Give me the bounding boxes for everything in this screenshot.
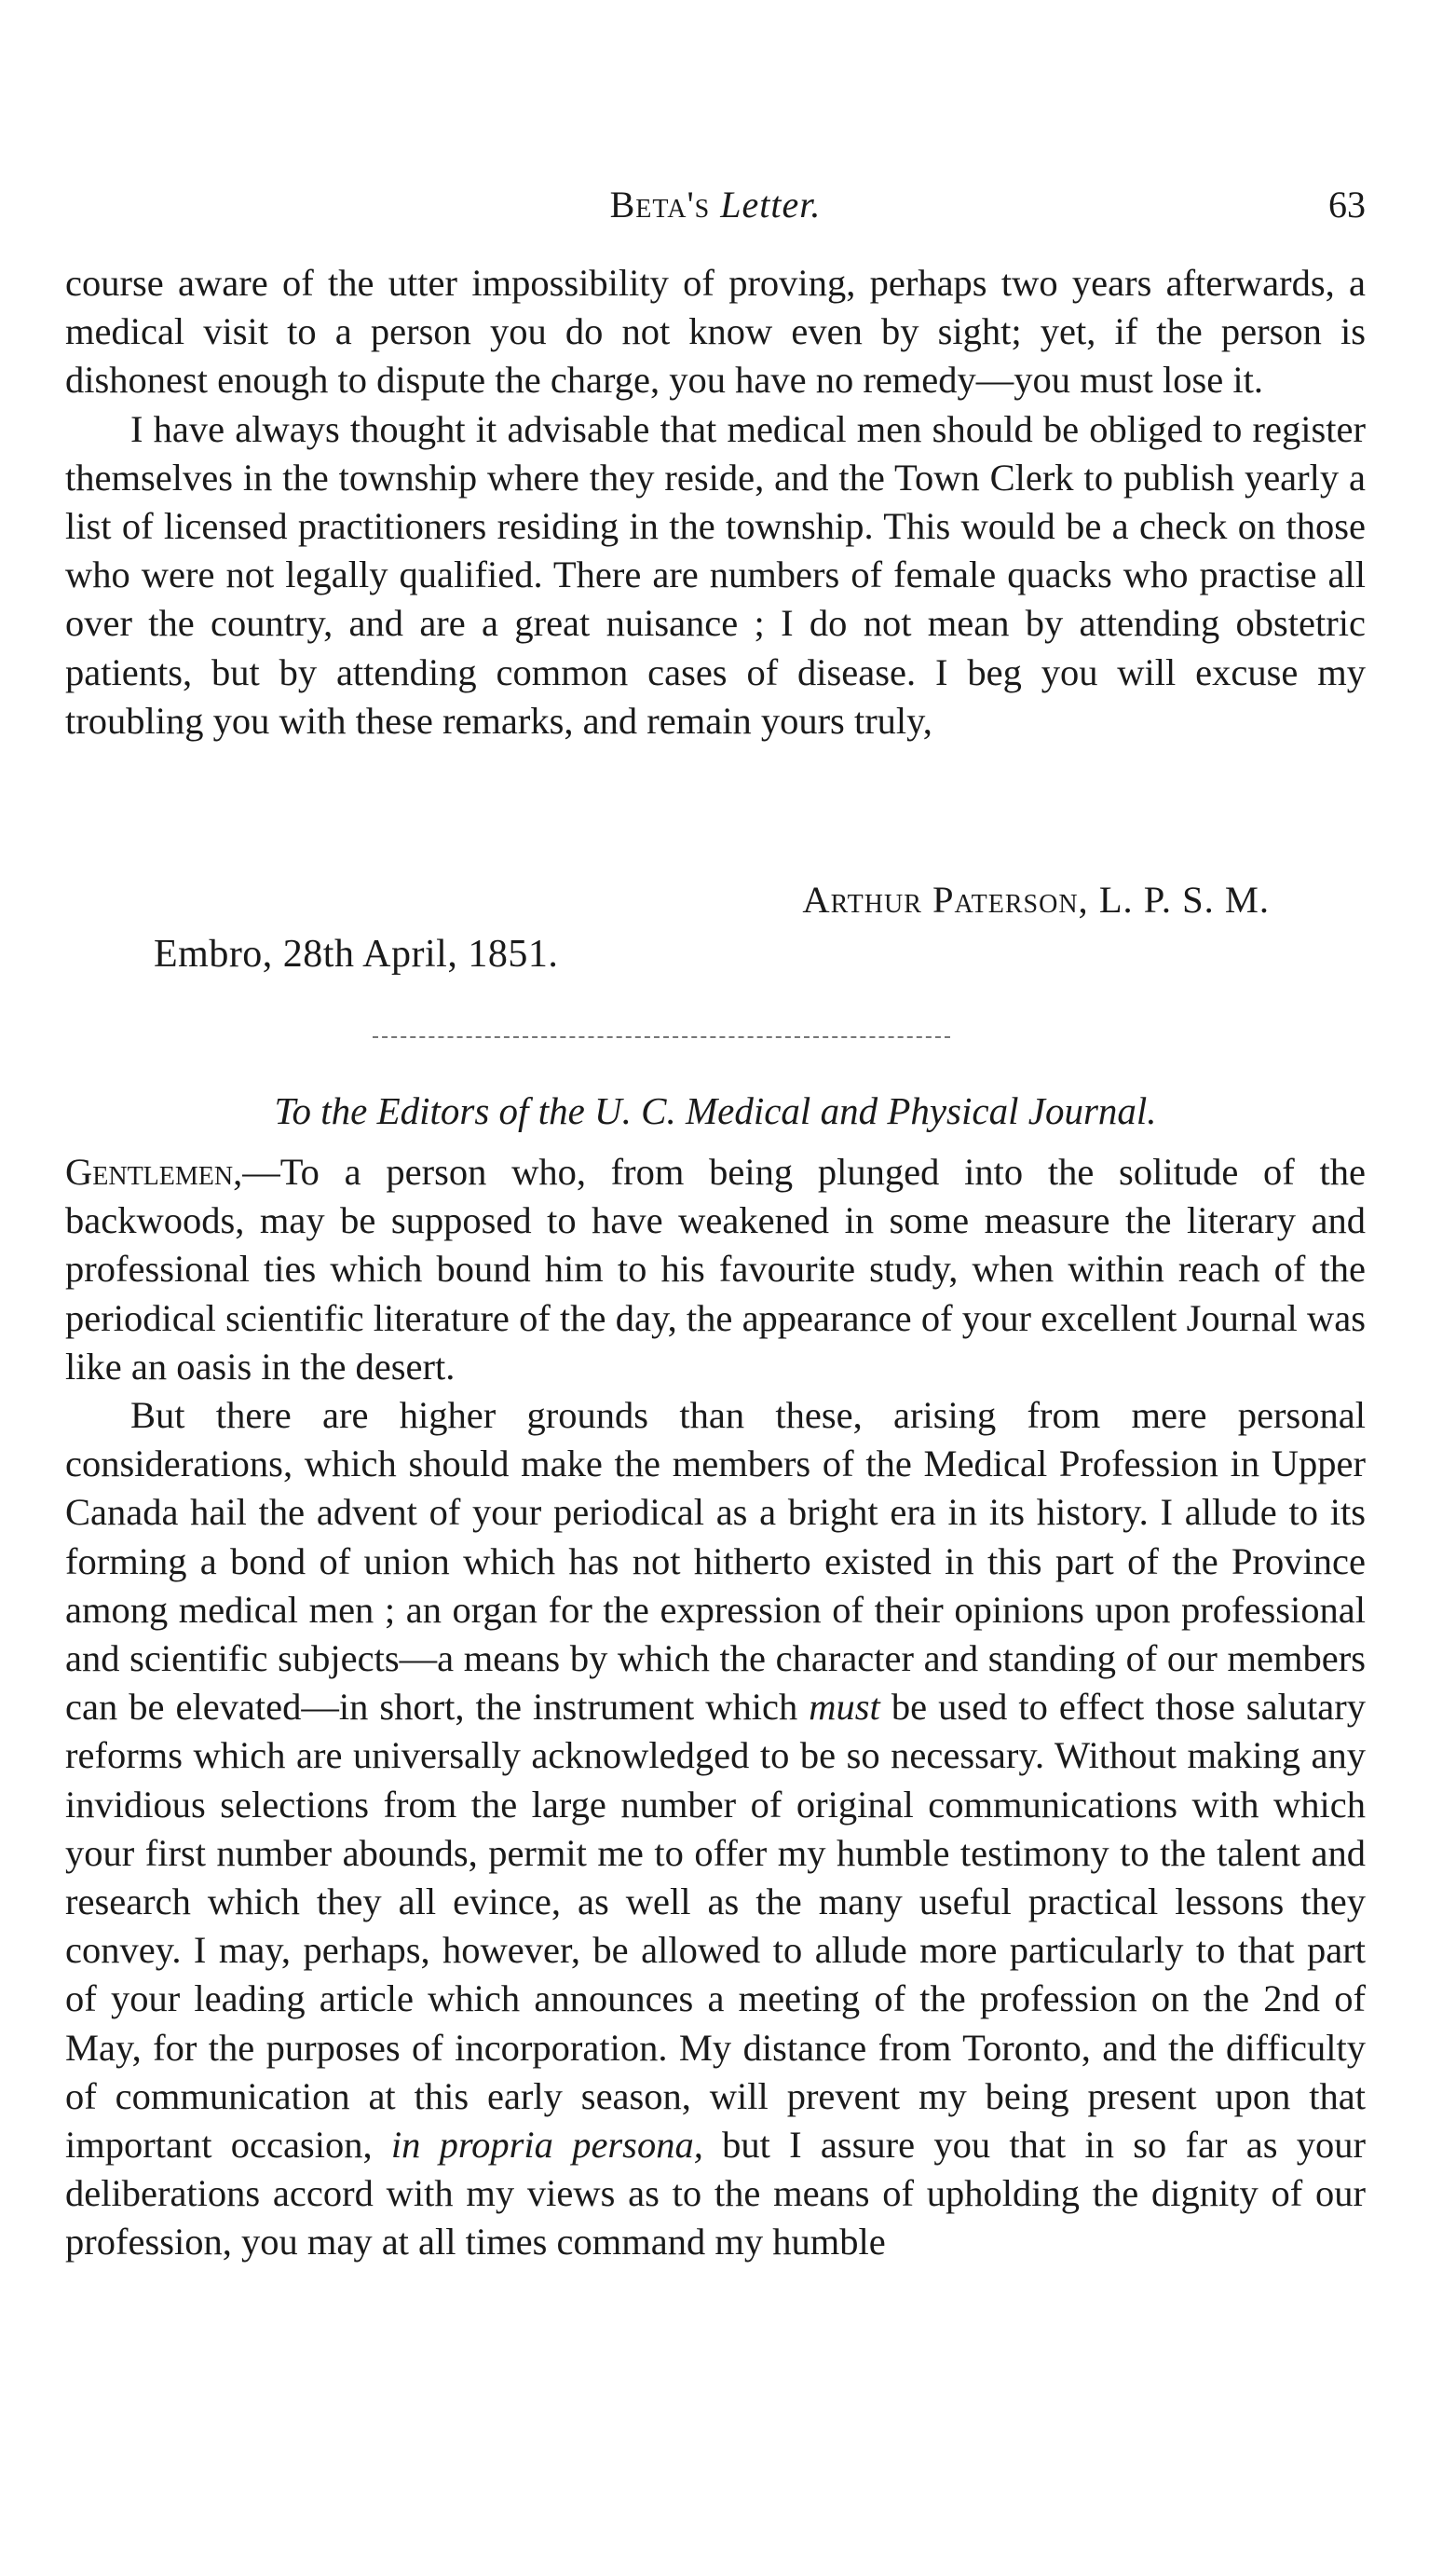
emphasis-must: must [809,1686,880,1729]
letter-two-address: To the Editors of the U. C. Medical and Physical Journal. [274,1089,1157,1132]
signature [802,878,1270,922]
letter-two-paragraph-1-text: —To a person who, from being plunged into the solitude of the backwoods, may be supposed to have weakened in some measure the literary and professional ties which bound him to his favourite study, when within reach of the periodical scientific literature of the day, the appearance of your excellent Journal was like an oasis in the desert. [65,1151,1366,1388]
letter-two-body [65,1148,1366,2267]
letter-two-paragraph-2-part-b: be used to effect those salutary reforms which are universally acknowledged to be so necessary. Without making any invidious selections from the large number of original communications with which your first number abounds, permit me to offer my humble testimony to the talent and research which they all evince, as well as the many useful practical lessons they convey. I may, perhaps, however, be allowed to allude more particularly to that part of your leading article which announces a meeting of the profession on the 2nd of May, for the purposes of incorporation. My distance from Toronto, and the difficulty of communication at this early season, will prevent my being present upon that important occasion, [65,1686,1367,2167]
signature-title: L. P. S. M. [1098,879,1270,921]
letter-one-paragraph-1: course aware of the utter impossibility of proving, perhaps two years afterwards, a medical visit to a person you do not know even by sight; yet, if the person is dishonest enough to dispute the charge, you have no remedy—you must lose it. [65,262,1366,402]
letter-two-paragraph-2-part-a: But there are higher grounds than these, arising from mere personal considerations, which should make the members of the Medical Profession in Upper Canada hail the advent of your periodical as a bright era in its history. I allude to its forming a bond of union which has not hitherto existed in this part of the Province among medical men ; an organ for the expression of their opinions upon professional and scientific subjects—a means by which the character and standing of our members can be elevated—in short, the instrument which [65,1394,1366,1729]
salutation: Gentlemen, [65,1151,243,1193]
section-divider [373,1036,950,1038]
page-number: 63 [1328,184,1366,226]
letter-two-paragraph-2 [65,1391,1366,2267]
letter-one-paragraph-2: I have always thought it advisable that medical men should be obliged to register themselves in the township where they reside, and the Town Clerk to publish yearly a list of licensed practitioners residing in the township. This would be a check on those who were not legally qualified. There are numbers of female quacks who practise all over the country, and are a great nuisance ; I do not mean by attending obstetric patients, but by attending common cases of disease. I beg you will excuse my troubling you with these remarks, and remain yours truly, [65,407,1366,742]
running-title-word: Letter. [720,184,822,226]
letter-one-body [65,259,1366,745]
letter-two-paragraph-1 [65,1148,1366,1391]
dateline: Embro, 28th April, 1851. [154,933,559,976]
running-title [65,183,1366,226]
signature-name: Arthur Paterson, [802,879,1089,921]
running-title-name: Beta's [609,184,711,226]
letter-two-paragraph-2-part-c: but I assure you that in so far as your deliberations accord with my views as to the means of upholding the dignity of our profession, you may at all times command my humble [65,2124,1366,2263]
running-head [65,183,1366,239]
emphasis-in-propria-persona: in propria persona, [390,2124,703,2167]
